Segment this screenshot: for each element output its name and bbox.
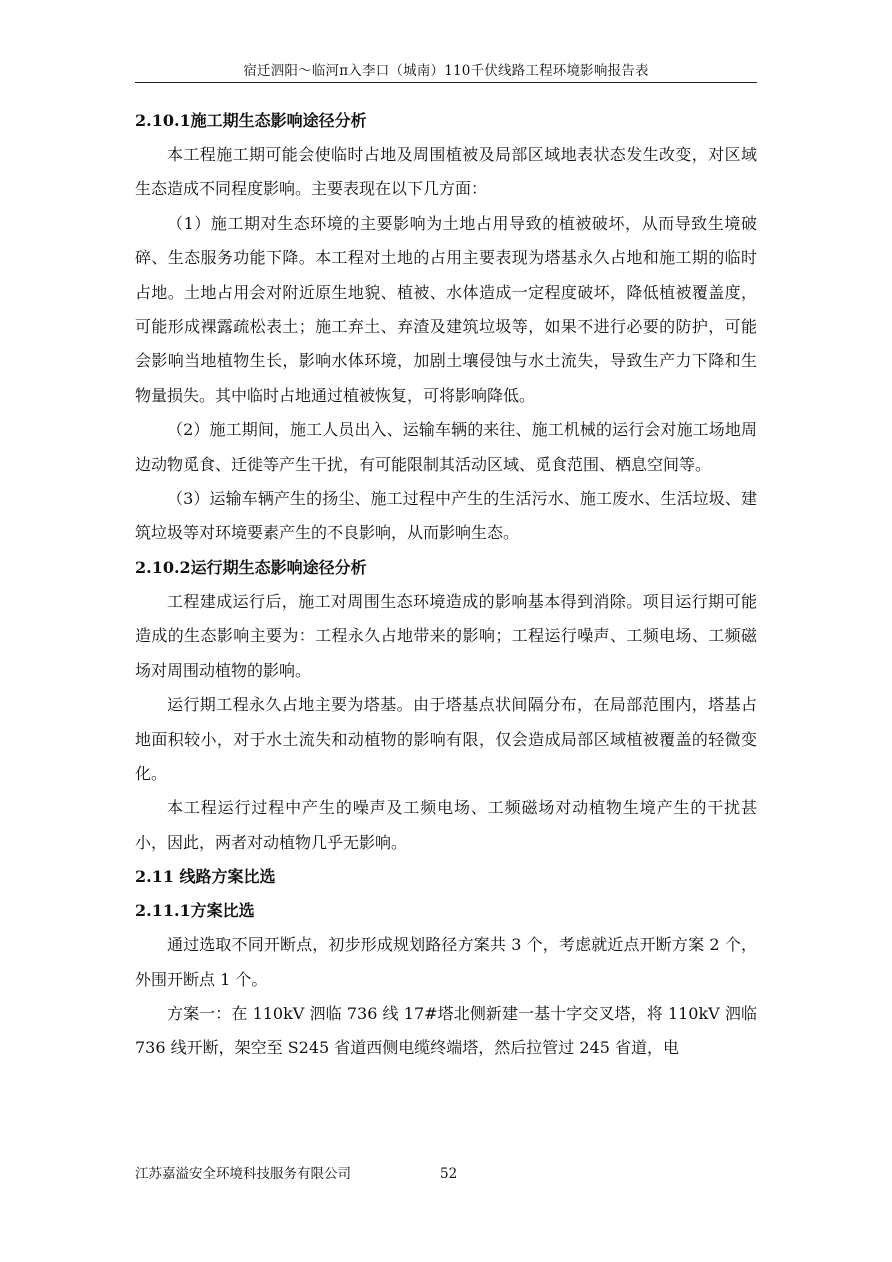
heading-2-11-1: 2.11.1方案比选 [135, 901, 255, 921]
page-number: 52 [440, 1166, 458, 1182]
heading-2-10-1: 2.10.1施工期生态影响途径分析 [135, 111, 367, 130]
paragraph-operation-noise: 本工程运行过程中产生的噪声及工频电场、工频磁场对动植物生境产生的干扰甚小，因此，两者对动植物几乎无影响。 [135, 798, 757, 852]
paragraph-operation-land: 运行期工程永久占地主要为塔基。由于塔基点状间隔分布，在局部范围内，塔基占地面积较小，对于水土流失和动植物的影响有限，仅会造成局部区域植被覆盖的轻微变化。 [135, 695, 757, 783]
heading-2-10-2: 2.10.2运行期生态影响途径分析 [135, 557, 367, 577]
footer-company: 江苏嘉溢安全环境科技服务有限公司 [135, 1166, 351, 1182]
page-header [135, 62, 757, 83]
paragraph-construction-item-2: （2）施工期间，施工人员出入、运输车辆的来往、施工机械的运行会对施工场地周边动物觅食、迁徙等产生干扰，有可能限制其活动区域、觅食范围、栖息空间等。 [135, 420, 757, 474]
header-title: 宿迁泗阳～临河π入李口（城南）110千伏线路工程环境影响报告表 [243, 63, 649, 79]
paragraph-scheme-one: 方案一：在 110kV 泗临 736 线 17#塔北侧新建一基十字交叉塔，将 110kV 泗临 736 线开断，架空至 S245 省道西侧电缆终端塔，然后拉管过 245 省道，电 [135, 1003, 757, 1058]
paragraph-construction-item-1: （1）施工期对生态环境的主要影响为土地占用导致的植被破坏，从而导致生境破碎、生态服务功能下降。本工程对土地的占用主要表现为塔基永久占地和施工期的临时占地。土地占用会对附近原生地貌、植被、水体造成一定程度破坏，降低植被覆盖度，可能形成裸露疏松表土；施工弃土、弃渣及建筑垃圾等，如果不进行必要的防护，可能会影响当地植物生长，影响水体环境，加剧土壤侵蚀与水土流失，导致生产力下降和生物量损失。其中临时占地通过植被恢复，可将影响降低。 [135, 213, 757, 405]
paragraph-operation-intro: 工程建成运行后，施工对周围生态环境造成的影响基本得到消除。项目运行期可能造成的生态影响主要为：工程永久占地带来的影响；工程运行噪声、工频电场、工频磁场对周围动植物的影响。 [135, 591, 757, 680]
document-body [135, 104, 757, 1066]
paragraph-construction-item-3: （3）运输车辆产生的扬尘、施工过程中产生的生活污水、施工废水、生活垃圾、建筑垃圾等对环境要素产生的不良影响，从而影响生态。 [135, 489, 757, 543]
paragraph-construction-intro: 本工程施工期可能会使临时占地及周围植被及局部区域地表状态发生改变，对区域生态造成不同程度影响。主要表现在以下几方面： [135, 145, 757, 199]
paragraph-scheme-intro: 通过选取不同开断点，初步形成规划路径方案共 3 个，考虑就近点开断方案 2 个，外围开断点 1 个。 [135, 935, 757, 989]
heading-2-11: 2.11 线路方案比选 [135, 867, 276, 887]
page-footer [135, 1163, 757, 1185]
